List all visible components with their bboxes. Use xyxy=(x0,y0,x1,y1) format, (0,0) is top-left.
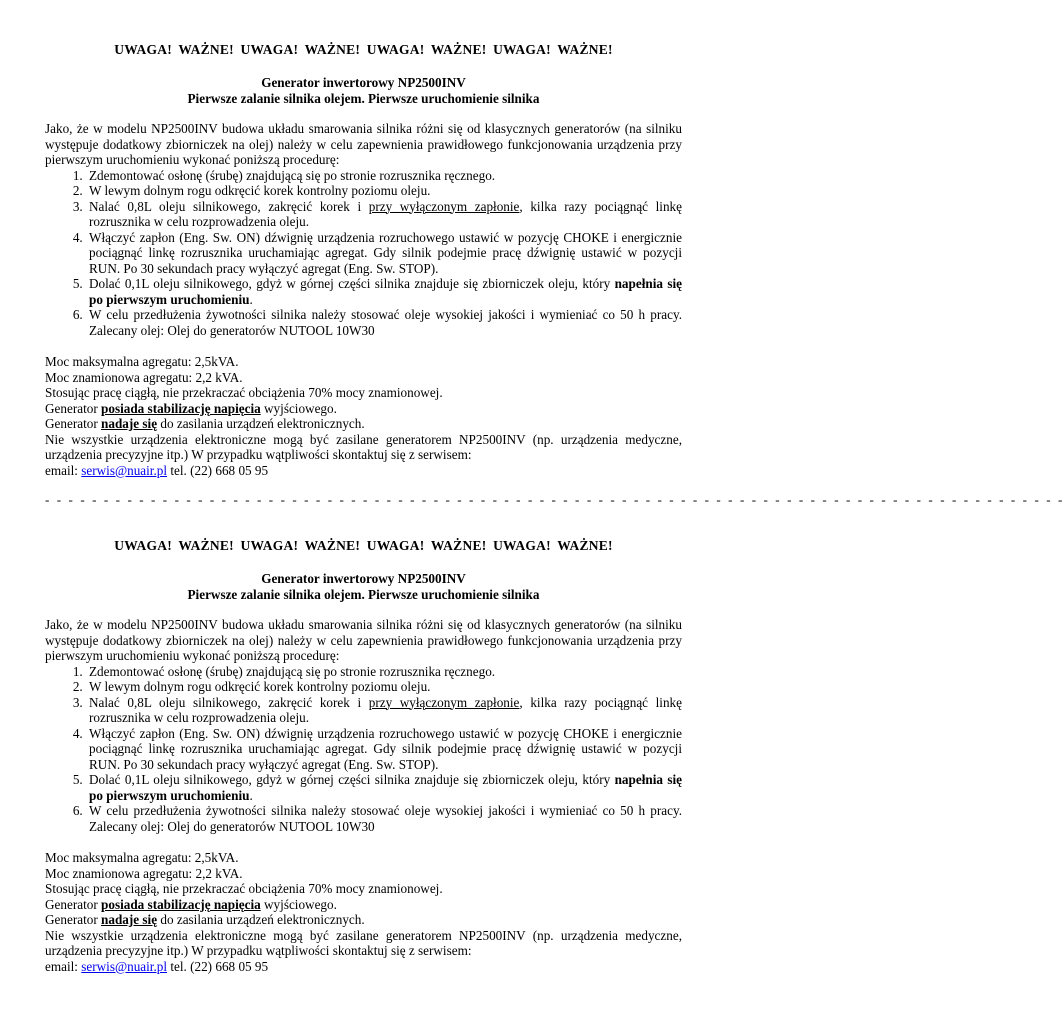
step-5-text-a: Dolać 0,1L oleju silnikowego, gdyż w górnej części silnika znajduje się zbiorniczek oleju, który xyxy=(89,276,615,291)
procedure-list xyxy=(45,168,682,339)
email-link[interactable]: serwis@nuair.pl xyxy=(81,462,168,478)
spec-stab-c: wyjściowego. xyxy=(260,896,337,912)
spec-elec-bold: nadaje się xyxy=(101,416,158,431)
spec-stab-a: Generator xyxy=(45,400,102,416)
cut-line-separator: - - - - - - - - - - - - - - - - - - - - - - - - - - - - - - - - - - - - - - - - - - - - - - - - - - - - - - - - - - - - - - - - - - - - - - - - - - - - - - - - - - - - - - - xyxy=(45,492,1064,507)
procedure-step-4: 4. Włączyć zapłon (Eng. Sw. ON) dźwignię urządzenia rozruchowego ustawić w pozycję CHOKE i energicznie pociągnąć linkę rozrusznika uruchamiając agregat. Gdy silnik podejmie pracę dźwignię ustawić w pozycji RUN. Po 30 sekundach pracy wyłączyć agregat (Eng. Sw. STOP). xyxy=(86,230,682,277)
spec-note: Nie wszystkie urządzenia elektroniczne mogą być zasilane generatorem NP2500INV (np. urządzenia medyczne, urządzenia precyzyjne itp.) W przypadku wątpliwości skontaktuj się z serwisem: xyxy=(45,927,682,958)
procedure-step-6: 6. W celu przedłużenia żywotności silnika należy stosować oleje wysokiej jakości i wymieniać co 50 h pracy. Zalecany olej: Olej do generatorów NUTOOL 10W30 xyxy=(86,307,682,338)
intro-paragraph: Jako, że w modelu NP2500INV budowa układu smarowania silnika różni się od klasycznych generatorów (na silniku występuje dodatkowy zbiorniczek na olej) należy w celu zapewnienia prawidłowego funkcjonowania urządzenia przy pierwszym uruchomieniu wykonać poniższą procedurę: xyxy=(45,121,682,167)
step-5-text-c: . xyxy=(249,787,253,803)
spec-stab-a: Generator xyxy=(45,896,102,912)
email-label: email: xyxy=(45,462,82,478)
procedure-step-3 xyxy=(86,695,682,726)
spec-electronics xyxy=(45,416,682,432)
specs-block xyxy=(45,354,682,478)
notice-bottom xyxy=(45,537,682,974)
warning-banner: UWAGA! WAŻNE! UWAGA! WAŻNE! UWAGA! WAŻNE! UWAGA! WAŻNE! xyxy=(114,42,613,57)
title-procedure: Pierwsze zalanie silnika olejem. Pierwsze uruchomienie silnika xyxy=(187,586,540,602)
procedure-step-2: 2. W lewym dolnym rogu odkręcić korek kontrolny poziomu oleju. xyxy=(86,679,682,695)
spec-stab-bold: posiada stabilizację napięcia xyxy=(101,400,261,416)
procedure-step-5 xyxy=(86,276,682,307)
phone-number: tel. (22) 668 05 95 xyxy=(167,462,269,478)
step-5-text-a: Dolać 0,1L oleju silnikowego, gdyż w górnej części silnika znajduje się zbiorniczek oleju, który xyxy=(89,772,615,787)
step-3-text-a: Nalać 0,8L oleju silnikowego, zakręcić korek i xyxy=(89,694,369,710)
notice-top xyxy=(45,41,682,478)
step-5-bold: napełnia się po pierwszym uruchomieniu xyxy=(89,772,682,803)
step-3-text-b: , kilka razy pociągnąć linkę rozrusznika w celu rozprowadzenia oleju. xyxy=(89,198,682,229)
spec-rated-power: Moc znamionowa agregatu: 2,2 kVA. xyxy=(45,865,243,881)
step-3-underlined: przy wyłączonym zapłonie xyxy=(368,198,520,214)
step-5-bold: napełnia się po pierwszym uruchomieniu xyxy=(89,276,682,307)
spec-load: Stosując pracę ciągłą, nie przekraczać obciążenia 70% mocy znamionowej. xyxy=(45,385,443,400)
title-procedure: Pierwsze zalanie silnika olejem. Pierwsze uruchomienie silnika xyxy=(187,90,540,106)
spec-max-power: Moc maksymalna agregatu: 2,5kVA. xyxy=(45,850,239,865)
title-model: Generator inwertorowy NP2500INV xyxy=(261,571,466,586)
procedure-step-5 xyxy=(86,772,682,803)
step-3-underlined: przy wyłączonym zapłonie xyxy=(368,694,520,710)
procedure-step-1: 1. Zdemontować osłonę (śrubę) znajdującą się po stronie rozrusznika ręcznego. xyxy=(86,168,682,184)
specs-block xyxy=(45,850,682,974)
spec-stabilization xyxy=(45,897,682,913)
warning-banner: UWAGA! WAŻNE! UWAGA! WAŻNE! UWAGA! WAŻNE! UWAGA! WAŻNE! xyxy=(114,538,613,553)
step-3-text-a: Nalać 0,8L oleju silnikowego, zakręcić korek i xyxy=(89,198,369,214)
spec-elec-c: do zasilania urządzeń elektronicznych. xyxy=(157,416,365,431)
procedure-step-4: 4. Włączyć zapłon (Eng. Sw. ON) dźwignię urządzenia rozruchowego ustawić w pozycję CHOKE i energicznie pociągnąć linkę rozrusznika uruchamiając agregat. Gdy silnik podejmie pracę dźwignię ustawić w pozycji RUN. Po 30 sekundach pracy wyłączyć agregat (Eng. Sw. STOP). xyxy=(86,726,682,773)
spec-elec-a: Generator xyxy=(45,912,102,927)
spec-note: Nie wszystkie urządzenia elektroniczne mogą być zasilane generatorem NP2500INV (np. urządzenia medyczne, urządzenia precyzyjne itp.) W przypadku wątpliwości skontaktuj się z serwisem: xyxy=(45,431,682,462)
spec-electronics xyxy=(45,912,682,928)
spec-elec-bold: nadaje się xyxy=(101,912,158,927)
spec-load: Stosując pracę ciągłą, nie przekraczać obciążenia 70% mocy znamionowej. xyxy=(45,881,443,896)
spec-stab-c: wyjściowego. xyxy=(260,400,337,416)
spec-stab-bold: posiada stabilizację napięcia xyxy=(101,896,261,912)
step-3-text-b: , kilka razy pociągnąć linkę rozrusznika w celu rozprowadzenia oleju. xyxy=(89,694,682,725)
email-label: email: xyxy=(45,958,82,974)
spec-rated-power: Moc znamionowa agregatu: 2,2 kVA. xyxy=(45,369,243,385)
spec-max-power: Moc maksymalna agregatu: 2,5kVA. xyxy=(45,354,239,369)
procedure-step-3 xyxy=(86,199,682,230)
contact-line xyxy=(45,959,682,975)
contact-line xyxy=(45,463,682,479)
phone-number: tel. (22) 668 05 95 xyxy=(167,958,269,974)
procedure-step-2: 2. W lewym dolnym rogu odkręcić korek kontrolny poziomu oleju. xyxy=(86,183,682,199)
email-link[interactable]: serwis@nuair.pl xyxy=(81,958,168,974)
procedure-step-1: 1. Zdemontować osłonę (śrubę) znajdującą się po stronie rozrusznika ręcznego. xyxy=(86,664,682,680)
spec-stabilization xyxy=(45,401,682,417)
step-5-text-c: . xyxy=(249,291,253,307)
intro-paragraph: Jako, że w modelu NP2500INV budowa układu smarowania silnika różni się od klasycznych generatorów (na silniku występuje dodatkowy zbiorniczek na olej) należy w celu zapewnienia prawidłowego funkcjonowania urządzenia przy pierwszym uruchomieniu wykonać poniższą procedurę: xyxy=(45,617,682,663)
title-model: Generator inwertorowy NP2500INV xyxy=(261,75,466,90)
procedure-step-6: 6. W celu przedłużenia żywotności silnika należy stosować oleje wysokiej jakości i wymieniać co 50 h pracy. Zalecany olej: Olej do generatorów NUTOOL 10W30 xyxy=(86,803,682,834)
spec-elec-c: do zasilania urządzeń elektronicznych. xyxy=(157,912,365,927)
spec-elec-a: Generator xyxy=(45,416,102,431)
procedure-list xyxy=(45,664,682,835)
